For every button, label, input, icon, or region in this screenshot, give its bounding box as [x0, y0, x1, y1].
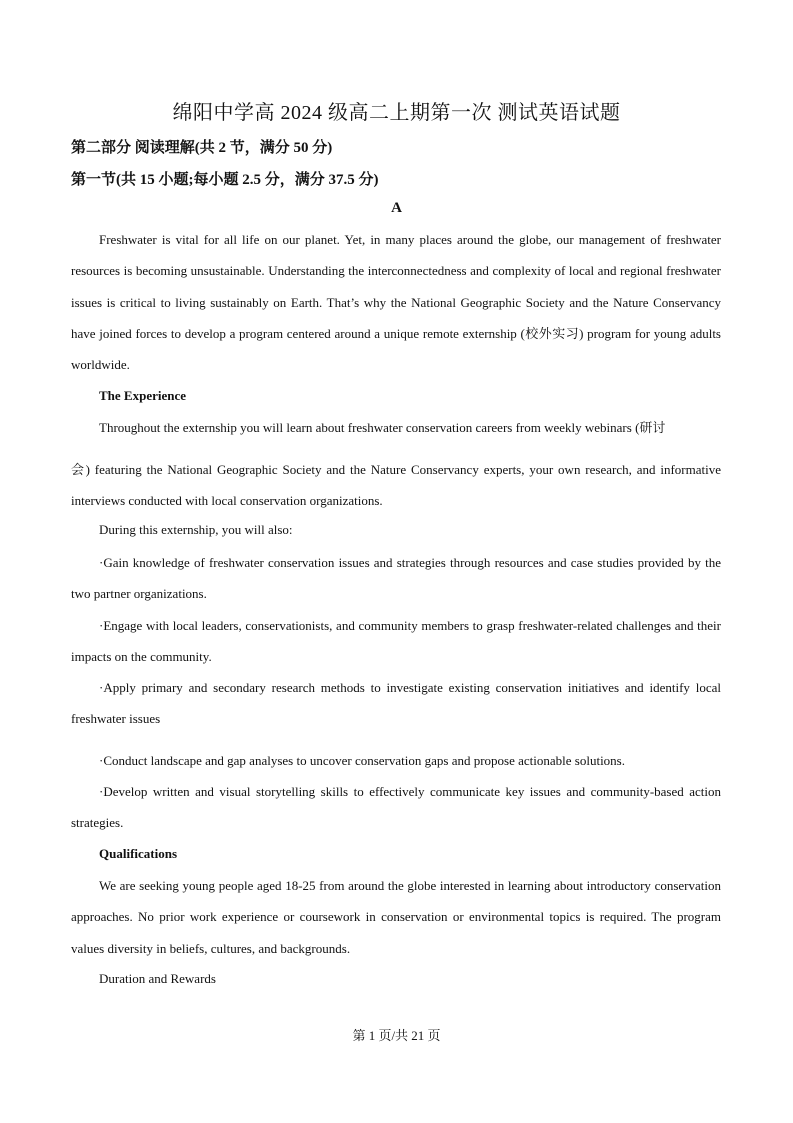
bullet-item-4: ·Conduct landscape and gap analyses to uncover conservation gaps and propose actionable solutions.: [99, 753, 625, 768]
section-one-heading: 第一节(共 15 小题;每小题 2.5 分，满分 37.5 分): [71, 172, 379, 188]
bullet-item-5: ·Develop written and visual storytelling skills to effectively communicate key issues and community-based action strategies.: [71, 784, 721, 831]
intro-paragraph: Freshwater is vital for all life on our planet. Yet, in many places around the globe, our management of freshwater resources is becoming unsustainable. Understanding the interconnectedness and complexity of local and regional freshwater issues is critical to living sustainably on Earth. That’s why the National Geographic Society and the Nature Conservancy have joined forces to develop a program centered around a unique remote externship (校外实习) program for young adults worldwide.: [71, 232, 721, 373]
experience-paragraph-line: Throughout the externship you will learn about freshwater conservation careers from weekly webinars (研讨: [99, 420, 666, 435]
bullet-item-1: ·Gain knowledge of freshwater conservation issues and strategies through resources and case studies provided by the two partner organizations.: [71, 555, 721, 602]
page-footer: 第 1 页/共 21 页: [352, 1028, 441, 1043]
qualifications-heading: Qualifications: [99, 846, 178, 861]
during-text: During this externship, you will also:: [99, 522, 293, 537]
experience-heading: The Experience: [99, 388, 187, 403]
passage-label: A: [391, 200, 402, 216]
bullet-item-2: ·Engage with local leaders, conservationists, and community members to grasp freshwater-related challenges and their impacts on the community.: [71, 618, 721, 665]
exam-title: 绵阳中学高 2024 级高二上期第一次 测试英语试题: [172, 102, 621, 124]
bullet-item-3: ·Apply primary and secondary research methods to investigate existing conservation initiatives and identify local freshwater issues: [71, 680, 721, 727]
qualifications-paragraph: We are seeking young people aged 18-25 from around the globe interested in learning about introductory conservation approaches. No prior work experience or coursework in conservation or environmental topics is required. The program values diversity in beliefs, cultures, and backgrounds.: [71, 878, 721, 956]
part-two-heading: 第二部分 阅读理解(共 2 节，满分 50 分): [71, 140, 333, 156]
duration-heading: Duration and Rewards: [99, 971, 216, 986]
experience-paragraph: 会) featuring the National Geographic Society and the Nature Conservancy experts, your own research, and informative interviews conducted with local conservation organizations.: [71, 462, 721, 509]
